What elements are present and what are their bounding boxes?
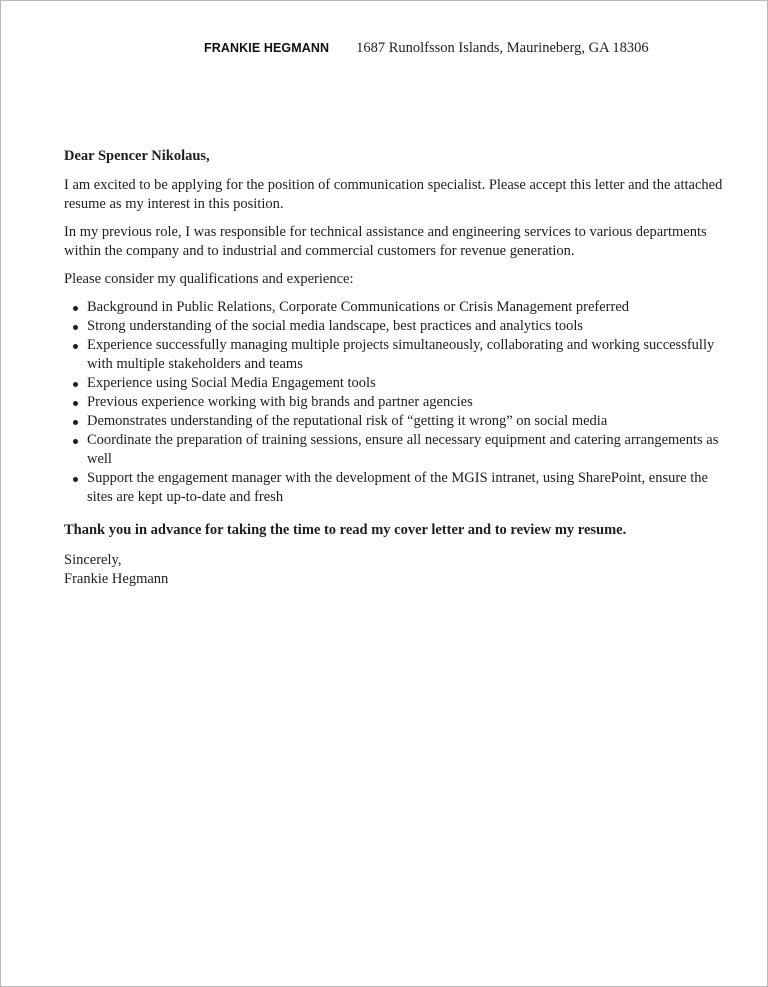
list-item-text: Experience successfully managing multiple projects simultaneously, collaborating and working successfully with multiple stakeholders and teams [87,337,715,372]
bullet-icon [73,306,78,311]
bullet-icon [73,439,78,444]
list-item [64,469,724,507]
sender-address: 1687 Runolfsson Islands, Maurineberg, GA 18306 [356,40,649,56]
bullet-icon [73,420,78,425]
signature-name: Frankie Hegmann [64,571,169,587]
letter-body [64,147,724,589]
qualifications-intro: Please consider my qualifications and experience: [64,271,354,287]
list-item-text: Background in Public Relations, Corporate Communications or Crisis Management preferred [87,299,630,315]
list-item [64,431,724,469]
sender-name: FRANKIE HEGMANN [204,41,330,55]
bullet-icon [73,325,78,330]
list-item [64,393,724,412]
list-item [64,374,724,393]
closing-statement: Thank you in advance for taking the time to read my cover letter and to review my resume. [64,522,627,538]
letter-header [204,40,649,57]
bullet-icon [73,382,78,387]
signoff: Sincerely, [64,552,122,568]
bullet-icon [73,477,78,482]
list-item [64,336,724,374]
qualifications-list [64,298,724,507]
list-item-text: Previous experience working with big brands and partner agencies [87,394,473,410]
list-item [64,412,724,431]
list-item-text: Support the engagement manager with the development of the MGIS intranet, using SharePoint, ensure the sites are kept up-to-date and fresh [87,470,708,505]
bullet-icon [73,401,78,406]
list-item-text: Demonstrates understanding of the reputational risk of “getting it wrong” on social media [87,413,608,429]
list-item [64,298,724,317]
list-item-text: Experience using Social Media Engagement tools [87,375,376,391]
list-item-text: Strong understanding of the social media landscape, best practices and analytics tools [87,318,584,334]
experience-paragraph: In my previous role, I was responsible for technical assistance and engineering services to various departments within the company and to industrial and commercial customers for revenue generation. [64,224,707,259]
signoff-block [64,551,724,589]
list-item [64,317,724,336]
bullet-icon [73,344,78,349]
salutation: Dear Spencer Nikolaus, [64,148,210,164]
list-item-text: Coordinate the preparation of training sessions, ensure all necessary equipment and catering arrangements as well [87,432,719,467]
intro-paragraph: I am excited to be applying for the position of communication specialist. Please accept this letter and the attached resume as my interest in this position. [64,177,723,212]
